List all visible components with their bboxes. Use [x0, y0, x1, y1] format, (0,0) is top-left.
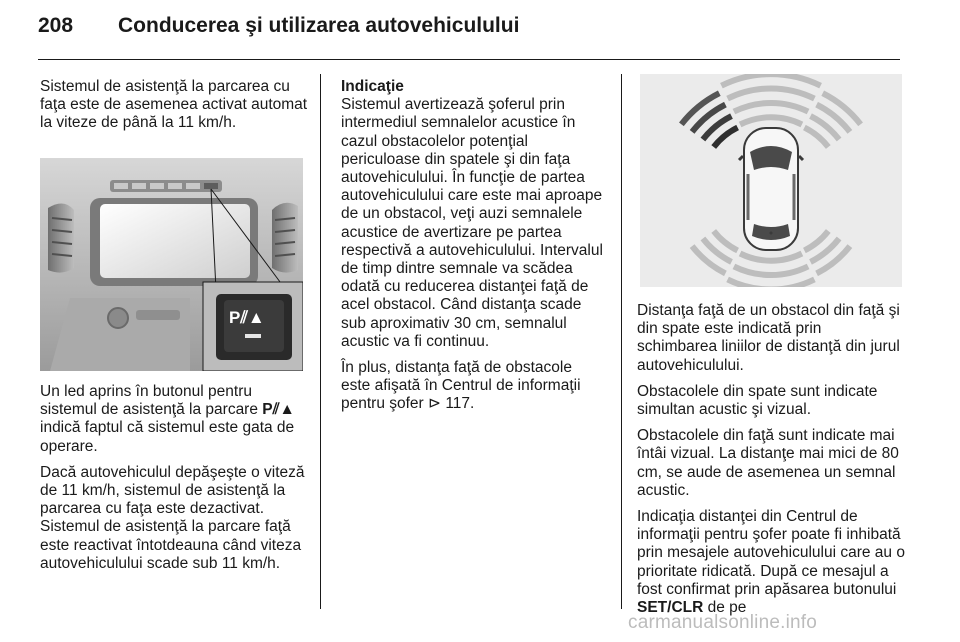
page-number: 208	[38, 14, 74, 37]
paragraph: Distanţa faţă de un obstacol din faţă şi din spate este indicată prin schimbarea liniilor de distanţă din jurul autovehiculului.	[637, 302, 900, 374]
column-3	[637, 302, 905, 625]
column-divider-2	[621, 74, 622, 609]
column-2	[341, 78, 603, 422]
paragraph: Sistemul avertizează şoferul prin intermediul semnalelor acustice în cazul obstacolelor potenţial periculoase din spatele şi din faţa autovehiculului. În funcţie de partea autovehiculului care este mai aproape de un obstacol, veţi auzi semnalele acustice de avertizare pe partea respectivă a autovehiculului. Intervalul de timp dintre semnale va scădea odată cu reducerea distanţei faţă de acel obstacol. Când distanţa scade sub aproximativ 30 cm, semnalul acustic va fi continuu.	[341, 96, 603, 350]
paragraph: Obstacolele din faţă sunt indicate mai întâi vizual. La distanţe mai mici de 80 cm, se aude de asemenea un semnal acustic.	[637, 427, 899, 499]
parking-assist-icon: P⫽▲	[262, 401, 295, 419]
set-clr-button-label: SET/CLR	[637, 599, 704, 617]
paragraph: Obstacolele din spate sunt indicate simultan acustic şi vizual.	[637, 382, 878, 419]
page-reference-link[interactable]: ⊳ 117.	[428, 395, 475, 413]
button-icon-label: P⫽▲	[229, 308, 265, 327]
note-heading: Indicaţie	[341, 78, 404, 95]
column-1	[40, 78, 308, 141]
paragraph: Sistemul de asistenţă la parcarea cu faţa este de asemenea activat automat la viteze de până la 11 km/h.	[40, 78, 308, 132]
car-distance-illustration	[640, 74, 902, 287]
paragraph: Un led aprins în butonul pentru sistemul de asistenţă la parcare P⫽▲ indică faptul că sistemul este gata de operare.	[40, 383, 295, 455]
dashboard-illustration	[40, 158, 303, 371]
header-rule	[38, 59, 900, 60]
paragraph: Dacă autovehiculul depăşeşte o viteză de 11 km/h, sistemul de asistenţă la parcarea cu faţa este dezactivat. Sistemul de asistenţă la parcare faţă este reactivat întotdeauna când viteza autovehiculului scade sub 11 km/h.	[40, 463, 305, 572]
watermark: carmanualsonline.info	[628, 612, 818, 633]
paragraph: În plus, distanţa faţă de obstacole este afişată în Centrul de informaţii pentru şofer ⊳ 117.	[341, 359, 581, 413]
page-title: Conducerea şi utilizarea autovehiculului	[118, 14, 520, 37]
column-1-lower	[40, 383, 308, 581]
paragraph: Indicaţia distanţei din Centrul de informaţii pentru şofer poate fi inhibată prin mesajele autovehiculului care au o prioritate ridicată. După ce mesajul a fost confirmat prin apăsarea butonului SET/CLR de pe	[637, 508, 905, 617]
column-divider-1	[320, 74, 321, 609]
